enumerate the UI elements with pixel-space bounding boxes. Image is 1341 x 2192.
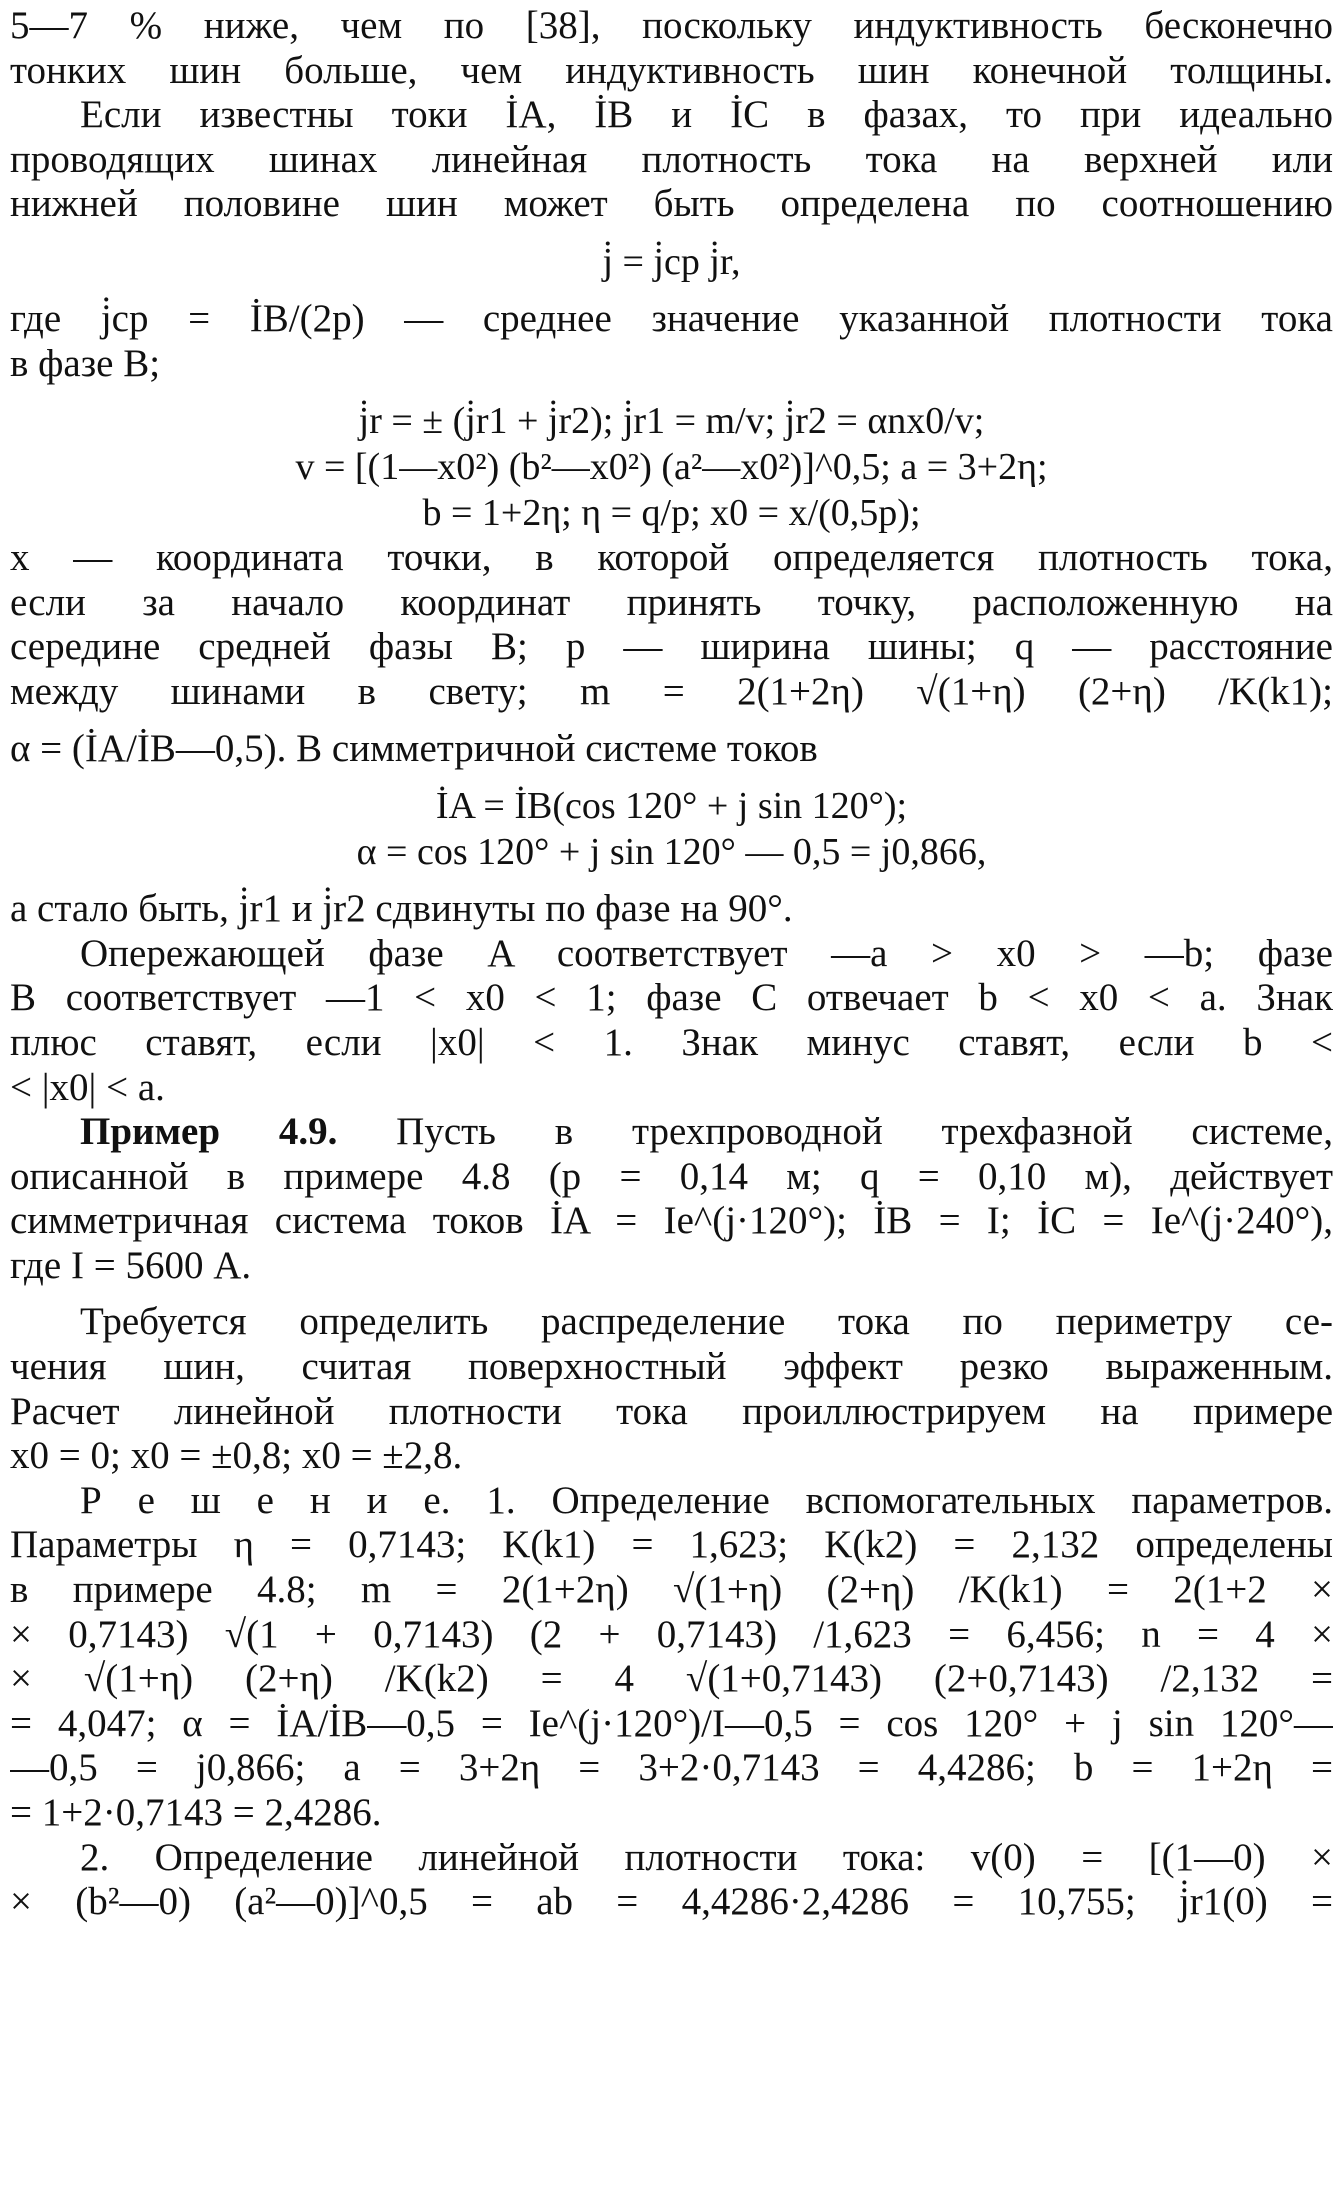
paragraph-where: [10, 297, 1333, 386]
text-line: Опережающей фазе A соответствует —a > x0 > —b; фазе: [80, 931, 1333, 975]
paragraph-phases: [10, 932, 1333, 1110]
example-label: Пример 4.9.: [80, 1110, 338, 1154]
text-line: B соответствует —1 < x0 < 1; фазе C отвечает b < x0 < a. Знак: [10, 976, 1333, 1020]
text-line: 2. Определение линейной плотности тока: v(0) = [(1—0) ×: [80, 1835, 1333, 1879]
text-line: Параметры η = 0,7143; K(k1) = 1,623; K(k2) = 2,132 определены: [10, 1523, 1333, 1567]
equation-line: α = cos 120° + j sin 120° — 0,5 = j0,866,: [356, 831, 987, 874]
text-line: × 0,7143) √(1 + 0,7143) (2 + 0,7143) /1,623 = 6,456; n = 4 ×: [10, 1612, 1333, 1656]
paragraph-step2: [10, 1836, 1333, 1925]
text-line: x0 = 0; x0 = ±0,8; x0 = ±2,8.: [10, 1434, 463, 1478]
text-line: если за начало координат принять точку, расположенную на: [10, 580, 1333, 624]
equation-block-1: [10, 398, 1333, 536]
text-line: чения шин, считая поверхностный эффект резко выраженным.: [10, 1345, 1333, 1389]
text-line: проводящих шинах линейная плотность тока на верхней или: [10, 137, 1333, 181]
text-line: × (b²—0) (a²—0)]^0,5 = ab = 4,4286·2,4286 = 10,755; j̇r1(0) =: [10, 1880, 1333, 1924]
text-line: середине средней фазы B; p — ширина шины; q — расстояние: [10, 625, 1333, 669]
text-line: × √(1+η) (2+η) /K(k2) = 4 √(1+0,7143) (2+0,7143) /2,132 =: [10, 1657, 1333, 1701]
equation-main: j̇ = j̇cp j̇r,: [602, 240, 741, 283]
text-line: между шинами в свету; m = 2(1+2η) √(1+η) (2+η) /K(k1);: [10, 669, 1333, 713]
text-line: Если известны токи İA, İB и İC в фазах, то при идеально: [80, 93, 1333, 137]
example-text: Пусть в трехпроводной трехфазной системе,: [337, 1110, 1333, 1154]
text-line: α = (İA/İB—0,5). В симметричной системе токов: [10, 726, 818, 770]
text-line: x — координата точки, в которой определяется плотность тока,: [10, 536, 1333, 580]
paragraph-solution: [10, 1479, 1333, 1836]
equation-block-2: [10, 783, 1333, 875]
text-line: < |x0| < a.: [10, 1065, 165, 1109]
text-line: Требуется определить распределение тока по периметру се-: [80, 1300, 1333, 1344]
text-line: = 4,047; α = İA/İB—0,5 = Ie^(j·120°)/I—0,5 = cos 120° + j sin 120°—: [10, 1701, 1333, 1745]
equation-line: j̇r = ± (j̇r1 + j̇r2); j̇r1 = m/v; j̇r2 = αnx0/v;: [358, 400, 985, 443]
text-line: в примере 4.8; m = 2(1+2η) √(1+η) (2+η) /K(k1) = 2(1+2 ×: [10, 1568, 1333, 1612]
paragraph-task: [10, 1300, 1333, 1478]
paragraph-intro: [10, 4, 1333, 93]
text-line: [10, 1110, 1333, 1155]
equation-line: b = 1+2η; η = q/p; x0 = x/(0,5p);: [422, 492, 921, 535]
text-line-shift: а стало быть, j̇r1 и j̇r2 сдвинуты по фазе на 90°.: [10, 887, 793, 931]
paragraph-example: [10, 1110, 1333, 1288]
text-line: где j̇cp = İB/(2p) — среднее значение указанной плотности тока: [10, 296, 1333, 340]
text-line: тонких шин больше, чем индуктивность шин конечной толщины.: [10, 48, 1333, 92]
paragraph-definitions: [10, 536, 1333, 771]
text-line: Расчет линейной плотности тока проиллюстрируем на примере: [10, 1389, 1333, 1433]
paragraph-currents: [10, 93, 1333, 227]
text-line: —0,5 = j0,866; a = 3+2η = 3+2·0,7143 = 4,4286; b = 1+2η =: [10, 1746, 1333, 1790]
text-line: где I = 5600 А.: [10, 1243, 252, 1287]
text-line: описанной в примере 4.8 (p = 0,14 м; q = 0,10 м), действует: [10, 1154, 1333, 1198]
equation-line: v = [(1—x0²) (b²—x0²) (a²—x0²)]^0,5; a = 3+2η;: [295, 446, 1048, 489]
equation-line: İA = İB(cos 120° + j sin 120°);: [435, 785, 908, 828]
text-line: 5—7 % ниже, чем по [38], поскольку индуктивность бесконечно: [10, 4, 1333, 47]
text-line: Р е ш е н и е. 1. Определение вспомогательных параметров.: [80, 1478, 1333, 1522]
text-line: в фазе B;: [10, 341, 161, 385]
text-line: симметричная система токов İA = Ie^(j·120°); İB = I; İC = Ie^(j·240°),: [10, 1199, 1333, 1243]
text-line: плюс ставят, если |x0| < 1. Знак минус ставят, если b <: [10, 1020, 1333, 1064]
text-line: = 1+2·0,7143 = 2,4286.: [10, 1791, 382, 1834]
text-line: нижней половине шин может быть определена по соотношению: [10, 182, 1333, 226]
